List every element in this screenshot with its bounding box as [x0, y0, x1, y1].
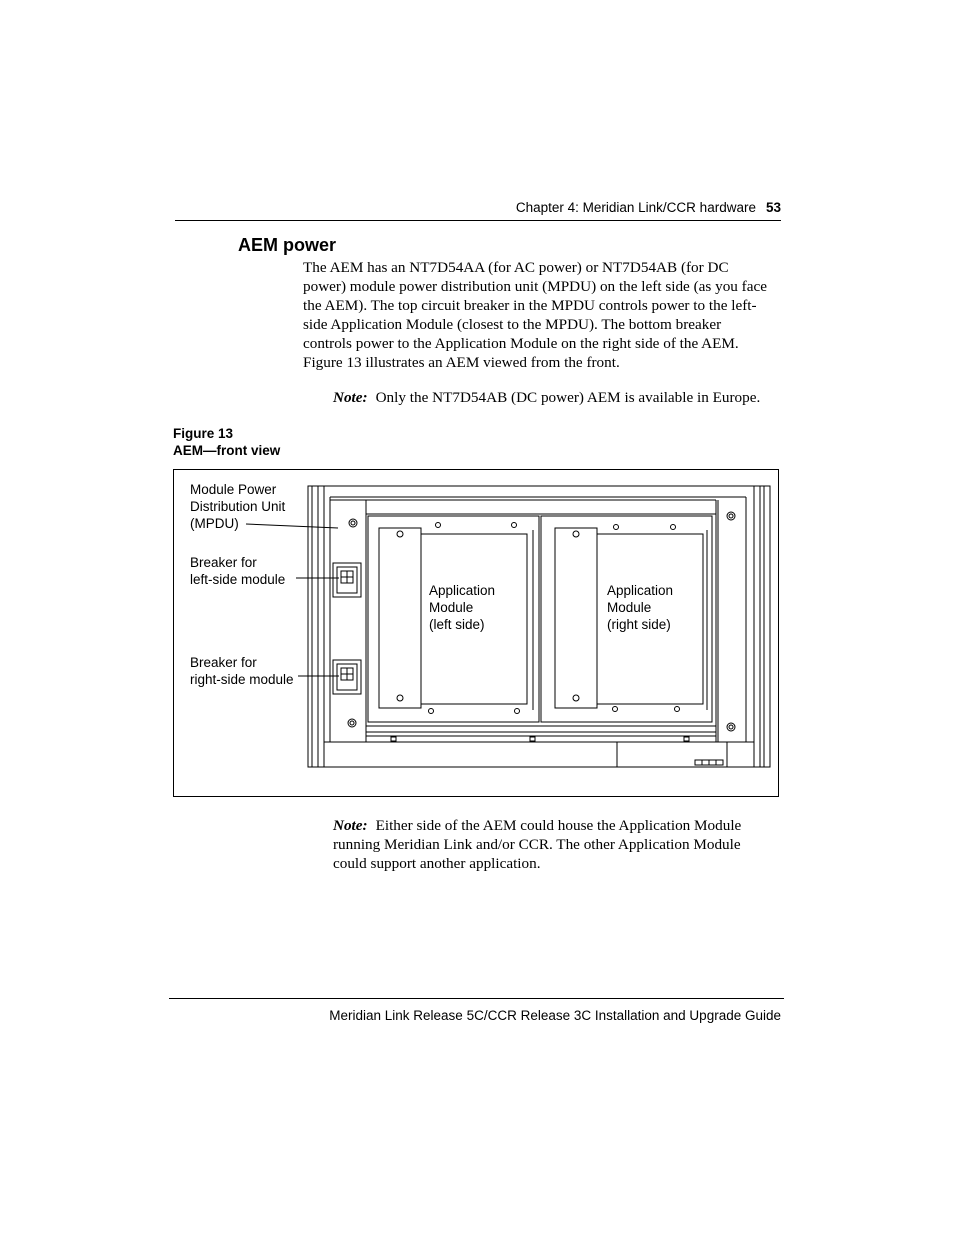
note-line: running Meridian Link and/or CCR. The other Application Module [333, 836, 741, 853]
module-label-right: Application Module (right side) [607, 583, 674, 632]
breaker-left-side [333, 563, 361, 597]
paragraph-line: controls power to the Application Module on the right side of the AEM. [303, 335, 739, 352]
header-divider [175, 220, 781, 221]
bottom-rail [366, 736, 716, 741]
note-either-side [333, 816, 773, 873]
chapter-title: Chapter 4: Meridian Link/CCR hardware [515, 200, 756, 215]
page-number: 53 [765, 200, 781, 215]
callout-breaker-left: Breaker for left-side module [190, 555, 286, 587]
paragraph-line: side Application Module (closest to the MPDU). The bottom breaker [303, 316, 722, 333]
figure-title: AEM—front view [173, 443, 281, 458]
note-label: Note: [333, 389, 368, 406]
callout-mpdu: Module Power Distribution Unit (MPDU) [190, 482, 286, 531]
mpdu-panel [330, 500, 366, 742]
chassis-base [617, 742, 727, 767]
figure-aem-front-view [173, 469, 779, 797]
paragraph-line: The AEM has an NT7D54AA (for AC power) or NT7D54AB (for DC [303, 259, 729, 276]
figure-number: Figure 13 [173, 426, 234, 441]
note-label: Note: [333, 817, 368, 834]
note-europe [333, 389, 760, 407]
note-text: Only the NT7D54AB (DC power) AEM is available in Europe. [375, 389, 761, 406]
paragraph-line: Figure 13 illustrates an AEM viewed from the front. [303, 354, 620, 371]
body-paragraph [303, 258, 785, 372]
callout-breaker-right: Breaker for right-side module [190, 655, 294, 687]
paragraph-line: the AEM). The top circuit breaker in the MPDU controls power to the left- [303, 297, 757, 314]
running-header [516, 200, 781, 215]
note-line: Either side of the AEM could house the Application Module [375, 817, 742, 834]
note-line: could support another application. [333, 855, 541, 872]
footer-title: Meridian Link Release 5C/CCR Release 3C Installation and Upgrade Guide [329, 1008, 781, 1023]
breaker-right-side [333, 660, 361, 694]
paragraph-line: power) module power distribution unit (MPDU) on the left side (as you face [303, 278, 767, 295]
footer-divider [169, 998, 784, 999]
section-title: AEM power [238, 235, 337, 255]
module-label-left: Application Module (left side) [429, 583, 496, 632]
